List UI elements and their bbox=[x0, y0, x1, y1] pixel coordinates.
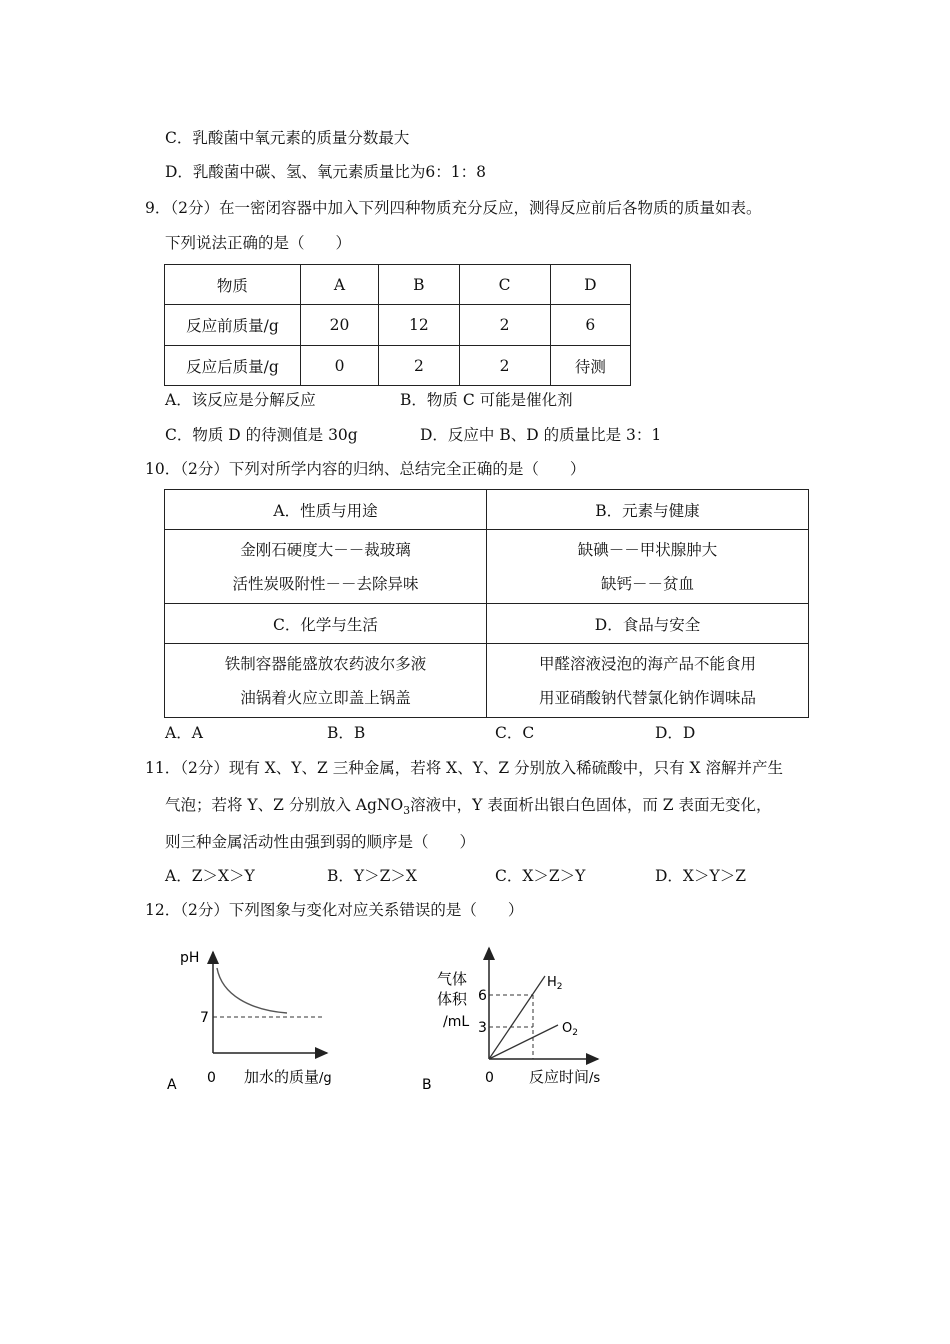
graph-a-option-label: A bbox=[167, 1077, 177, 1093]
q10-cell-b-line1: 缺碘－－甲状腺肿大 bbox=[577, 540, 718, 559]
q9-stem-line2: 下列说法正确的是（ ） bbox=[165, 234, 352, 252]
table-row bbox=[165, 530, 809, 604]
q11-option-d[interactable]: D．X＞Y＞Z bbox=[655, 867, 746, 885]
q11-stem-subscript: 3 bbox=[403, 804, 411, 818]
q10-summary-table bbox=[164, 489, 809, 718]
q10-cell-d-title: D．食品与安全 bbox=[486, 604, 808, 644]
q11-option-b[interactable]: B．Y＞Z＞X bbox=[327, 867, 417, 885]
q11-stem-line3: 则三种金属活动性由强到弱的顺序是（ ） bbox=[165, 833, 476, 851]
q11-stem-line2 bbox=[165, 793, 771, 817]
q9-option-d[interactable]: D．反应中 B、D 的质量比是 3：1 bbox=[420, 426, 662, 444]
table-cell: 20 bbox=[300, 305, 378, 346]
q10-option-d[interactable]: D．D bbox=[655, 724, 696, 742]
q11-option-a[interactable]: A．Z＞X＞Y bbox=[165, 867, 255, 885]
graph-b-tick-3: 3 bbox=[478, 1020, 487, 1036]
table-cell: 0 bbox=[300, 346, 378, 386]
q10-cell-d-body bbox=[486, 644, 808, 718]
q11-stem-line2-pre: 气泡；若将 Y、Z 分别放入 AgNO bbox=[165, 796, 404, 814]
graph-a-curve bbox=[217, 968, 287, 1013]
q10-stem: 10．（2分）下列对所学内容的归纳、总结完全正确的是（ ） bbox=[145, 460, 586, 478]
q9-stem-line1: 9．（2分）在一密闭容器中加入下列四种物质充分反应，测得反应前后各物质的质量如表。 bbox=[145, 199, 762, 217]
q8-option-d: D．乳酸菌中碳、氢、氧元素质量比为6：1：8 bbox=[165, 163, 487, 181]
q10-cell-a-line1: 金刚石硬度大－－裁玻璃 bbox=[240, 540, 411, 559]
table-header-cell: B bbox=[379, 265, 459, 305]
table-cell: 待测 bbox=[550, 346, 630, 386]
graph-a-y-label: pH bbox=[180, 950, 200, 966]
q10-cell-c-body bbox=[165, 644, 487, 718]
graph-a-y-tick-7: 7 bbox=[200, 1010, 209, 1026]
q10-cell-c-title: C．化学与生活 bbox=[165, 604, 487, 644]
q9-option-b[interactable]: B．物质 C 可能是催化剂 bbox=[400, 391, 573, 409]
graph-a-x-label: 加水的质量/g bbox=[244, 1068, 332, 1086]
q10-cell-b-title: B．元素与健康 bbox=[486, 490, 808, 530]
q9-option-a[interactable]: A．该反应是分解反应 bbox=[165, 391, 316, 409]
graph-b-y-label-2: 体积 bbox=[437, 990, 468, 1008]
q10-cell-b-line2: 缺钙－－贫血 bbox=[600, 574, 694, 593]
q10-option-a[interactable]: A．A bbox=[165, 724, 203, 742]
table-cell: 反应后质量/g bbox=[165, 346, 301, 386]
q8-option-c: C．乳酸菌中氧元素的质量分数最大 bbox=[165, 129, 410, 147]
q10-cell-c-line2: 油锅着火应立即盖上锅盖 bbox=[240, 688, 411, 707]
q10-option-c[interactable]: C．C bbox=[495, 724, 535, 742]
q9-option-c[interactable]: C．物质 D 的待测值是 30g bbox=[165, 426, 358, 444]
table-cell: 反应前质量/g bbox=[165, 305, 301, 346]
q12-graph-b bbox=[415, 940, 625, 1100]
table-cell: 2 bbox=[379, 346, 459, 386]
table-header-row bbox=[165, 265, 631, 305]
q9-mass-table bbox=[164, 264, 631, 386]
graph-b-origin: 0 bbox=[485, 1070, 494, 1086]
q10-cell-b-body bbox=[486, 530, 808, 604]
q10-cell-d-line1: 甲醛溶液浸泡的海产品不能食用 bbox=[538, 654, 756, 673]
graph-b-x-label: 反应时间/s bbox=[529, 1068, 601, 1086]
graph-b-h2-label: $H_2$ bbox=[547, 975, 563, 992]
q10-cell-a-title: A．性质与用途 bbox=[165, 490, 487, 530]
table-header-cell: D bbox=[550, 265, 630, 305]
q10-cell-d-line2: 用亚硝酸钠代替氯化钠作调味品 bbox=[538, 688, 756, 707]
q11-stem-line1: 11．（2分）现有 X、Y、Z 三种金属，若将 X、Y、Z 分别放入稀硫酸中，只有 X 溶解并产生 bbox=[145, 759, 784, 777]
q10-cell-a-line2: 活性炭吸附性－－去除异味 bbox=[232, 574, 419, 593]
table-row bbox=[165, 604, 809, 644]
q10-cell-c-line1: 铁制容器能盛放农药波尔多液 bbox=[224, 654, 427, 673]
q12-stem: 12．（2分）下列图象与变化对应关系错误的是（ ） bbox=[145, 901, 524, 919]
graph-b-y-label-1: 气体 bbox=[437, 970, 468, 988]
table-cell: 6 bbox=[550, 305, 630, 346]
table-row bbox=[165, 644, 809, 718]
table-header-cell: C bbox=[459, 265, 550, 305]
table-row bbox=[165, 305, 631, 346]
graph-b-option-label: B bbox=[422, 1077, 432, 1093]
graph-b-h2-line bbox=[489, 976, 545, 1059]
table-row bbox=[165, 490, 809, 530]
graph-b-y-label-3: /mL bbox=[443, 1014, 470, 1030]
q11-stem-line2-post: 溶液中，Y 表面析出银白色固体，而 Z 表面无变化， bbox=[410, 796, 772, 814]
q10-cell-a-body bbox=[165, 530, 487, 604]
table-header-cell: A bbox=[300, 265, 378, 305]
table-cell: 12 bbox=[379, 305, 459, 346]
table-row bbox=[165, 346, 631, 386]
graph-b-tick-6: 6 bbox=[478, 988, 487, 1004]
table-cell: 2 bbox=[459, 346, 550, 386]
table-header-cell: 物质 bbox=[165, 265, 301, 305]
q12-graph-a bbox=[160, 940, 360, 1100]
graph-a-origin: 0 bbox=[207, 1070, 216, 1086]
q10-option-b[interactable]: B．B bbox=[327, 724, 366, 742]
graph-b-o2-label: $O_2$ bbox=[562, 1021, 578, 1038]
table-cell: 2 bbox=[459, 305, 550, 346]
graph-b-o2-line bbox=[489, 1025, 558, 1059]
q11-option-c[interactable]: C．X＞Z＞Y bbox=[495, 867, 586, 885]
